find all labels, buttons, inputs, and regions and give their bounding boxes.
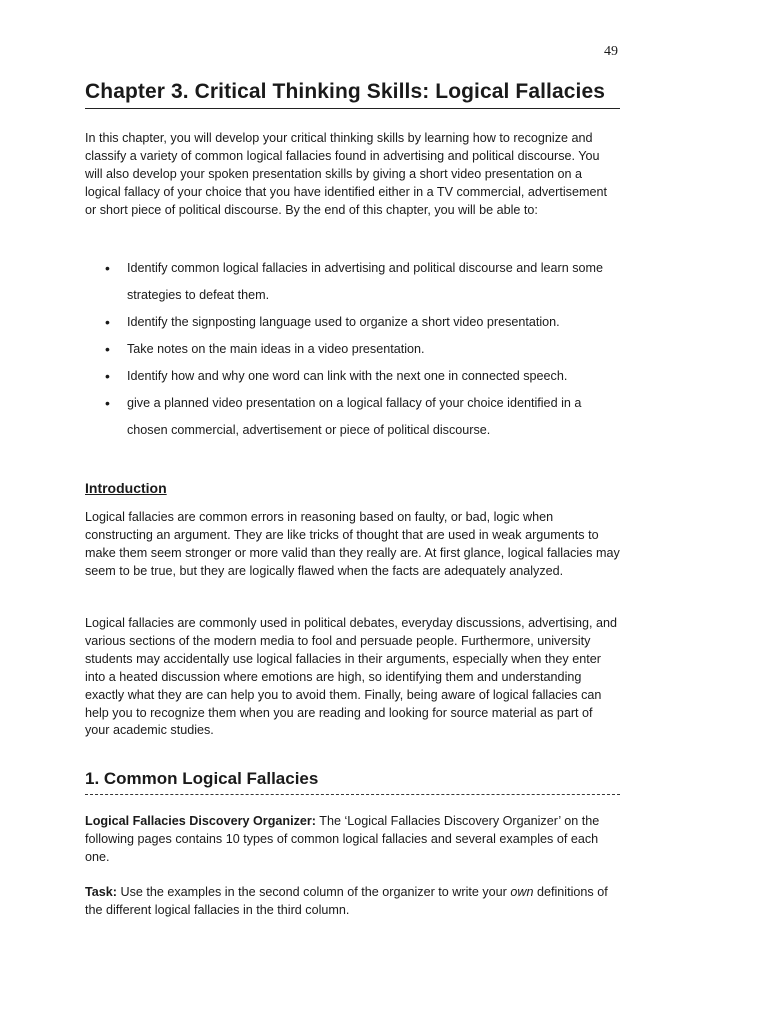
- bullet-icon: •: [105, 395, 110, 411]
- intro-paragraph: In this chapter, you will develop your critical thinking skills by learning how to recognize and classify a variety of common logical fallacies found in advertising and political discourse. You will also develop your spoken presentation skills by giving a short video presentation on a logical fallacy of your choice that you have identified either in a TV commercial, advertisement or short piece of political discourse. By the end of this chapter, you will be able to:: [85, 131, 607, 217]
- task-label: Task:: [85, 885, 117, 899]
- task-paragraph: [85, 884, 620, 920]
- objective-text: Identify the signposting language used to organize a short video presentation.: [127, 315, 560, 329]
- objective-text: give a planned video presentation on a logical fallacy of your choice identified in a chosen commercial, advertisement or piece of political discourse.: [127, 396, 582, 437]
- introduction-paragraph-1: Logical fallacies are common errors in reasoning based on faulty, or bad, logic when constructing an argument. They are like tricks of thought that are used in weak arguments to make them seem stronger or more valid than they really are. At first glance, logical fallacies may seem to be true, but they are logically flawed when the facts are adequately analyzed.: [85, 510, 620, 578]
- objective-text: Take notes on the main ideas in a video presentation.: [127, 342, 425, 356]
- organizer-text: The ‘Logical Fallacies Discovery Organizer’ on the following pages contains 10 types of common logical fallacies and several examples of each one.: [85, 814, 600, 864]
- chapter-title: Chapter 3. Critical Thinking Skills: Logical Fallacies: [85, 80, 620, 109]
- objectives-list: [85, 255, 620, 444]
- bullet-icon: •: [105, 314, 110, 330]
- section-title: 1. Common Logical Fallacies: [85, 769, 620, 795]
- list-item: [85, 363, 620, 390]
- task-emphasis: own: [510, 885, 534, 899]
- list-item: [85, 255, 620, 309]
- introduction-paragraph-2: Logical fallacies are commonly used in political debates, everyday discussions, advertising, and various sections of the modern media to fool and persuade people. Furthermore, university students may accidentally use logical fallacies in their arguments, especially when they enter into a heated discussion where emotions are high, so identifying them and understanding exactly what they are can help you to avoid them. Finally, being aware of logical fallacies can help you to recognize them when you are reading and looking for source material as part of your academic studies.: [85, 616, 618, 738]
- organizer-label: Logical Fallacies Discovery Organizer:: [85, 814, 316, 828]
- bullet-icon: •: [105, 260, 110, 276]
- list-item: [85, 309, 620, 336]
- task-text-after: definitions of the different logical fallacies in the third column.: [85, 885, 608, 917]
- bullet-icon: •: [105, 341, 110, 357]
- organizer-paragraph: [85, 813, 620, 867]
- list-item: [85, 390, 620, 444]
- task-text-before: Use the examples in the second column of the organizer to write your: [116, 885, 511, 899]
- bullet-icon: •: [105, 368, 110, 384]
- page-number: 49: [604, 44, 618, 59]
- list-item: [85, 336, 620, 363]
- objective-text: Identify common logical fallacies in advertising and political discourse and learn some strategies to defeat them.: [127, 261, 604, 302]
- objective-text: Identify how and why one word can link with the next one in connected speech.: [127, 369, 568, 383]
- introduction-heading: Introduction: [85, 480, 167, 496]
